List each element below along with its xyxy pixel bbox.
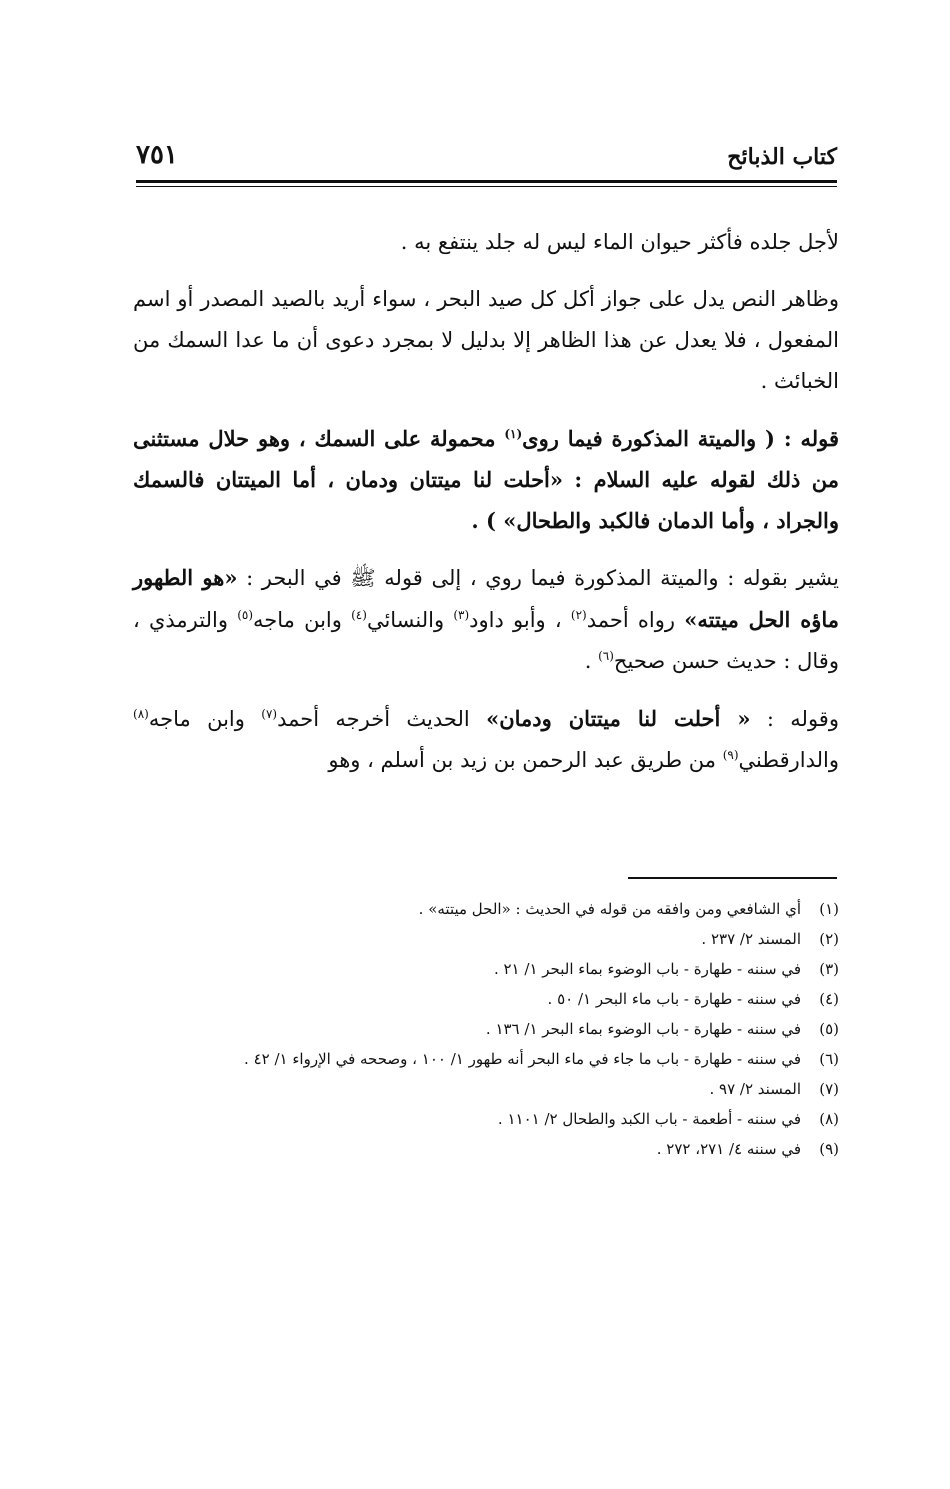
footnote-text: في سننه - أطعمة - باب الكبد والطحال ٢/ ١١٠١ .: [497, 1110, 801, 1128]
footnote-number: (٤): [819, 990, 839, 1008]
footnote-ref-9[interactable]: (٩): [722, 748, 739, 762]
paragraph-3-quote: [133, 418, 839, 541]
paragraph-5: [133, 698, 839, 781]
footnote-item: [133, 924, 839, 954]
footnote-text: في سننه - طهارة - باب ما جاء في ماء البحر أنه طهور ١/ ١٠٠ ، وصححه في الإرواء ١/ ٤٢ .: [244, 1050, 801, 1068]
footnote-number: (٦): [819, 1050, 839, 1068]
footnote-item: [133, 894, 839, 924]
quote-text-a: قوله : ( والميتة المذكورة فيما روى: [522, 426, 839, 451]
p4-text-f: والترمذي ، وقال : حديث حسن صحيح: [133, 608, 839, 673]
footnote-item: [133, 954, 839, 984]
footnote-item: [133, 1134, 839, 1164]
footnote-number: (٨): [819, 1110, 839, 1128]
hadith-quote-2: « أحلت لنا ميتتان ودمان»: [486, 706, 751, 731]
footnote-ref-8[interactable]: (٨): [133, 707, 149, 721]
footnote-number: (٣): [819, 960, 839, 978]
footnote-ref-2[interactable]: (٢): [570, 608, 587, 622]
p5-text-d: والدارقطني: [738, 748, 839, 772]
p4-text-g: .: [584, 649, 599, 673]
footnote-ref-1[interactable]: (١): [504, 427, 523, 441]
footnote-text: المسند ٢/ ٢٣٧ .: [701, 930, 801, 948]
footnote-number: (٢): [819, 930, 839, 948]
footnote-item: [133, 1044, 839, 1074]
p4-text-b: رواه أحمد: [586, 608, 685, 632]
footnote-text: في سننه - طهارة - باب ماء البحر ١/ ٥٠ .: [547, 990, 801, 1008]
footnote-number: (٧): [819, 1080, 839, 1098]
p4-text-d: والنسائي: [366, 608, 454, 632]
paragraph-2: وظاهر النص يدل على جواز أكل كل صيد البحر ، سواء أريد بالصيد المصدر أو اسم المفعول ، فلا يعدل عن هذا الظاهر إلا بدليل لا بمجرد دعوى أن ما عدا السمك من الخبائث .: [133, 287, 839, 393]
p4-text-a: يشير بقوله : والميتة المذكورة فيما روي ، إلى قوله ﷺ في البحر :: [237, 566, 839, 590]
footnote-number: (٩): [819, 1140, 839, 1158]
quote-text-b: محمولة على السمك ، وهو حلال مستثنى من ذلك لقوله عليه السلام : «أحلت لنا ميتتان ودمان ، أما الميتتان فالسمك والجراد ، وأما الدمان فالكبد والطحال» ) .: [133, 426, 839, 533]
footnote-item: [133, 1074, 839, 1104]
p4-text-c: ، وأبو داود: [469, 608, 571, 632]
footnote-ref-7[interactable]: (٧): [261, 707, 278, 721]
main-text: [133, 222, 839, 781]
book-title: كتاب الذبائح: [727, 144, 837, 170]
footnote-text: في سننه - طهارة - باب الوضوء بماء البحر ١/ ٢١ .: [493, 960, 801, 978]
footnote-ref-5[interactable]: (٥): [237, 608, 254, 622]
running-header: [136, 140, 837, 178]
footnote-number: (١): [819, 900, 839, 918]
footnote-ref-3[interactable]: (٣): [453, 608, 470, 622]
footnotes-list: [133, 894, 839, 1164]
p5-text-e: من طريق عبد الرحمن بن زيد بن أسلم ، وهو: [328, 748, 723, 772]
page-number: ٧٥١: [136, 140, 178, 170]
p4-text-e: وابن ماجه: [253, 608, 352, 632]
footnote-item: [133, 984, 839, 1014]
paragraph-4: [133, 557, 839, 682]
paragraph-1: لأجل جلده فأكثر حيوان الماء ليس له جلد ينتفع به .: [400, 230, 839, 254]
footnote-separator: [628, 877, 837, 879]
footnote-text: المسند ٢/ ٩٧ .: [709, 1080, 801, 1098]
hadith-quote: «هو الطهور ماؤه الحل ميتته»: [133, 565, 839, 632]
footnote-ref-4[interactable]: (٤): [351, 608, 367, 622]
footnote-number: (٥): [819, 1020, 839, 1038]
p5-text-c: وابن ماجه: [148, 707, 262, 731]
footnote-text: في سننه - طهارة - باب الوضوء بماء البحر ١/ ١٣٦ .: [485, 1020, 801, 1038]
header-rule-thick: [136, 180, 837, 183]
p5-text-b: الحديث أخرجه أحمد: [277, 707, 487, 731]
footnote-item: [133, 1014, 839, 1044]
header-rule-thin: [136, 186, 837, 187]
footnote-item: [133, 1104, 839, 1134]
footnote-text: أي الشافعي ومن وافقه من قوله في الحديث : «الحل ميتته» .: [418, 900, 801, 918]
footnote-ref-6[interactable]: (٦): [598, 649, 614, 663]
footnote-text: في سننه ٤/ ٢٧١، ٢٧٢ .: [656, 1140, 801, 1158]
p5-text-a: وقوله :: [750, 707, 839, 731]
